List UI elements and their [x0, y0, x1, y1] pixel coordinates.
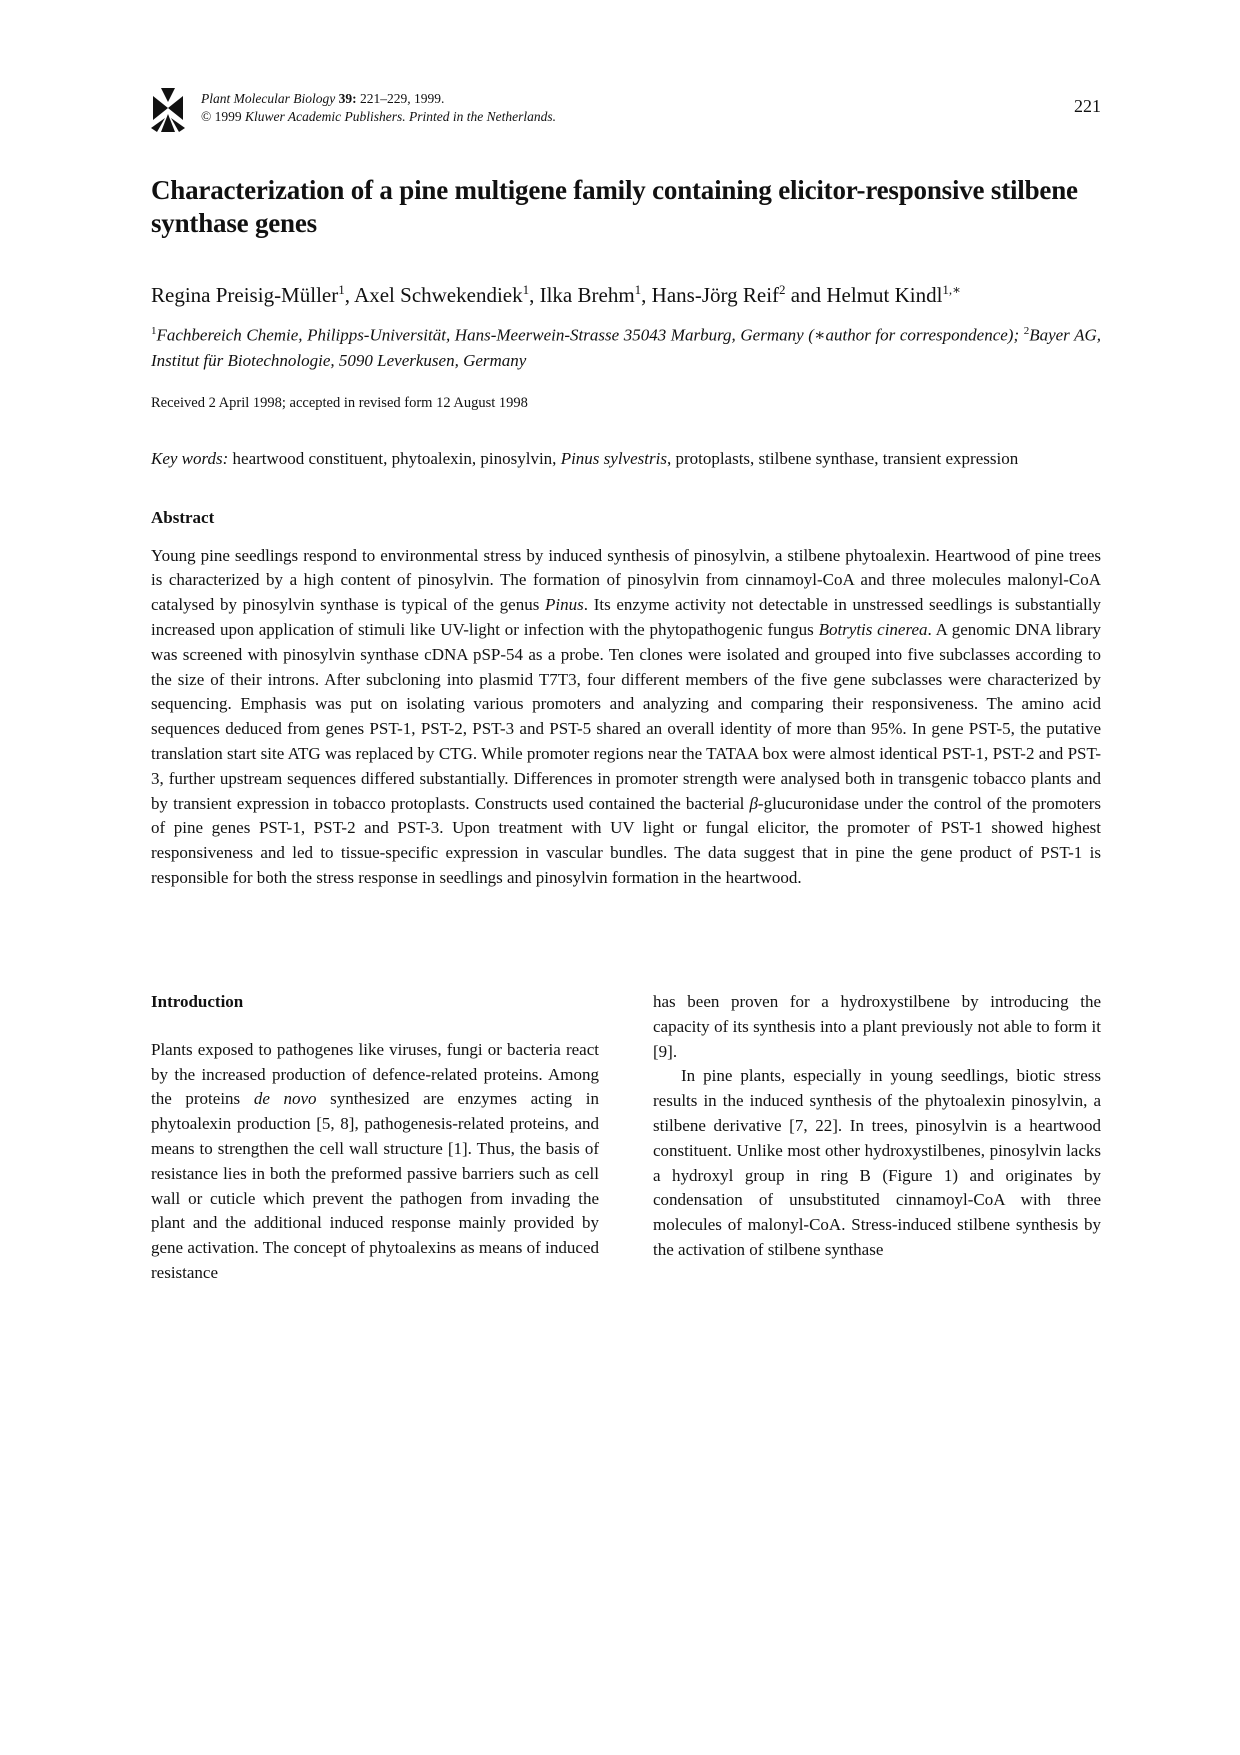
publisher: Kluwer Academic Publishers.	[245, 109, 406, 124]
abstract-heading: Abstract	[151, 507, 215, 527]
right-column	[653, 990, 1101, 1263]
keywords: Key words: heartwood constituent, phytoalexin, pinosylvin, Pinus sylvestris, protoplasts, stilbene synthase, transient expression	[151, 448, 1019, 468]
author: Hans-Jörg Reif$^2$ and	[651, 282, 827, 307]
keywords-label: Key words:	[151, 448, 229, 468]
author-list	[151, 276, 1101, 309]
affiliations: $^1$Fachbereich Chemie, Philipps-Universität, Hans-Meerwein-Strasse 35043 Marburg, Germany (∗author for correspondence); $^2$Bayer AG, Institut für Biotechnologie, 5090 Leverkusen, Germany	[151, 325, 1101, 370]
intro-paragraph-2: In pine plants, especially in young seedlings, biotic stress results in the induced synthesis of the phytoalexin pinosylvin, a stilbene derivative [7, 22]. In trees, pinosylvin is a heartwood constituent. Unlike most other hydroxystilbenes, pinosylvin lacks a hydroxyl group in ring B (Figure 1) and originates by condensation of unsubstituted cinnamoyl-CoA with three molecules of malonyl-CoA. Stress-induced stilbene synthesis by the activation of stilbene synthase	[653, 1066, 1101, 1259]
page	[151, 84, 1101, 891]
publisher-logo-icon	[151, 88, 185, 132]
intro-paragraph-1-cont: has been proven for a hydroxystilbene by introducing the capacity of its synthesis into a plant previously not able to form it [9].	[653, 992, 1101, 1061]
affiliation-1: Fachbereich Chemie, Philipps-Universität, Hans-Meerwein-Strasse 35043 Marburg, Germany (∗author for correspondence);	[156, 325, 1024, 345]
introduction-heading: Introduction	[151, 992, 244, 1011]
journal-citation	[201, 90, 556, 126]
copyright: © 1999	[201, 109, 242, 124]
affiliation-2: Bayer AG, Institut für Biotechnologie, 5090 Leverkusen, Germany	[151, 325, 1101, 370]
author: Ilka Brehm$^1$,	[539, 282, 652, 307]
journal-volume: 39:	[338, 91, 357, 106]
page-number: 221	[1074, 96, 1101, 116]
journal-name: Plant Molecular Biology	[201, 91, 336, 106]
printed-note: Printed in the Netherlands.	[409, 109, 556, 124]
journal-header	[151, 84, 1101, 134]
author: Regina Preisig-Müller$^1$,	[151, 282, 355, 307]
author: Helmut Kindl$^{1,∗}$	[826, 282, 962, 307]
author: Axel Schwekendiek$^1$,	[354, 282, 540, 307]
left-column	[151, 990, 599, 1286]
paper-title: Characterization of a pine multigene family containing elicitor-responsive stilbene synthase genes	[151, 175, 1078, 238]
abstract-text: Young pine seedlings respond to environmental stress by induced synthesis of pinosylvin, a stilbene phytoalexin. Heartwood of pine trees is characterized by a high content of pinosylvin. The formation of pinosylvin from cinnamoyl-CoA and three molecules malonyl-CoA catalysed by pinosylvin synthase is typical of the genus Pinus. Its enzyme activity not detectable in unstressed seedlings is substantially increased upon application of stimuli like UV-light or infection with the phytopathogenic fungus Botrytis cinerea. A genomic DNA library was screened with pinosylvin synthase cDNA pSP-54 as a probe. Ten clones were isolated and grouped into five subclasses according to the size of their introns. After subcloning into plasmid T7T3, four different members of the five gene subclasses were characterized by sequencing. Emphasis was put on isolating various promoters and analyzing and comparing their responsiveness. The amino acid sequences deduced from genes PST-1, PST-2, PST-3 and PST-5 shared an overall identity of more than 95%. In gene PST-5, the putative translation start site ATG was replaced by CTG. While promoter regions near the TATAA box were almost identical PST-1, PST-2 and PST-3, further upstream sequences differed substantially. Differences in promoter strength were analysed both in transgenic tobacco plants and by transient expression in tobacco protoplasts. Constructs used contained the bacterial β-glucuronidase under the control of the promoters of pine genes PST-1, PST-2 and PST-3. Upon treatment with UV light or fungal elicitor, the promoter of PST-1 showed highest responsiveness and led to tissue-specific expression in vascular bundles. The data suggest that in pine the gene product of PST-1 is responsible for both the stress response in seedlings and pinosylvin formation in the heartwood.	[151, 545, 1101, 888]
intro-paragraph-1: Plants exposed to pathogenes like viruses, fungi or bacteria react by the increased production of defence-related proteins. Among the proteins de novo synthesized are enzymes acting in phytoalexin production [5, 8], pathogenesis-related proteins, and means to strengthen the cell wall structure [1]. Thus, the basis of resistance lies in both the preformed passive barriers such as cell wall or cuticle which prevent the pathogen from invading the plant and the additional induced response mainly provided by gene activation. The concept of phytoalexins as means of induced resistance	[151, 1039, 600, 1282]
received-dates: Received 2 April 1998; accepted in revised form 12 August 1998	[151, 394, 528, 411]
journal-pages: 221–229, 1999.	[359, 91, 445, 106]
